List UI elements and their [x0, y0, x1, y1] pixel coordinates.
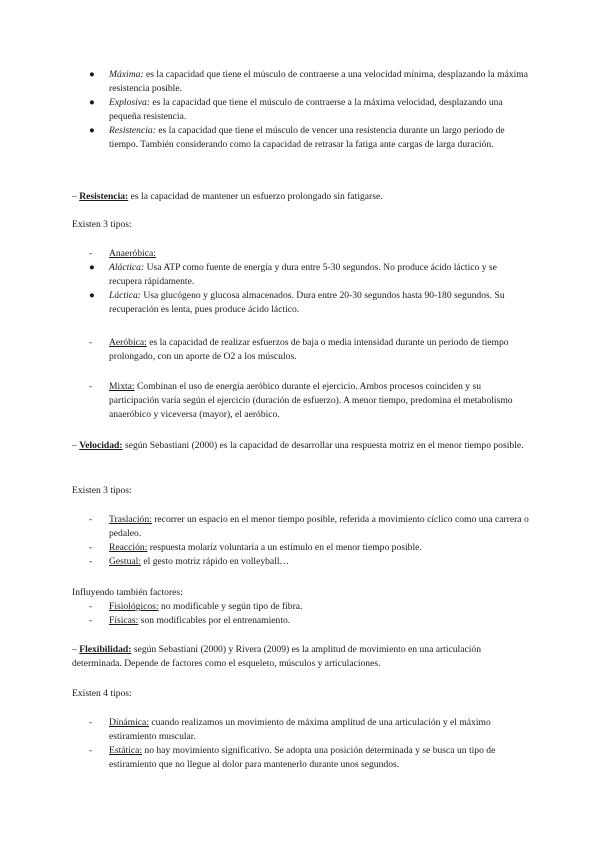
- definition-fisiologicos: no modificable y según tipo de fibra.: [158, 601, 303, 613]
- list-item: [72, 289, 532, 317]
- definition-gestual: el gesto motriz rápido en volleyball…: [140, 556, 290, 568]
- dash-marker: -: [89, 381, 93, 392]
- flexibilidad-types-list: [72, 716, 532, 772]
- term-gestual: Gestual:: [109, 556, 141, 568]
- definition-resistencia-fuerza: es la capacidad que tiene el músculo de vencer una resistencia durante un largo periodo de tiempo. También considerando como la capacidad de retrasar la fatiga ante cargas de larga duración.: [109, 125, 505, 151]
- definition-fisicas: son modificables por el entrenamiento.: [138, 615, 291, 627]
- term-fisiologicos: Fisiológicos:: [109, 601, 159, 613]
- velocidad-factores: [72, 586, 532, 628]
- resistencia-existen: Existen 3 tipos:: [72, 219, 132, 230]
- term-estatica: Estática:: [109, 745, 143, 757]
- bullet-icon: ●: [89, 97, 95, 109]
- dash-marker: -: [89, 745, 93, 757]
- velocidad-definition: según Sebastiani (2000) es la capacidad de desarrollar una respuesta motriz en el menor tiempo posible.: [122, 440, 524, 451]
- dash-prefix: –: [72, 191, 80, 202]
- velocidad-term: Velocidad:: [79, 440, 123, 451]
- flexibilidad-definition: según Sebastiani (2000) y Rivera (2009) es la amplitud de movimiento en una articulación determinada. Depende de factores como el esqueleto, músculos y articulaciones.: [72, 644, 482, 670]
- term-traslacion: Traslación:: [109, 514, 152, 525]
- resistencia-term: Resistencia:: [79, 191, 129, 202]
- definition-alactica: Usa ATP como fuente de energía y dura entre 5-30 segundos. No produce ácido láctico y se recupera rápidamente.: [109, 262, 497, 288]
- dash-marker: -: [89, 717, 93, 728]
- list-item: [72, 716, 532, 744]
- list-item: [72, 336, 532, 364]
- bullet-icon: ●: [89, 262, 95, 274]
- definition-explosiva: es la capacidad que tiene el músculo de contraerse a la máxima velocidad, desplazando una pequeña resistencia.: [109, 97, 503, 123]
- definition-lactica: Usa glucógeno y glucosa almacenados. Dura entre 20-30 segundos hasta 90-180 segundos. Su recuperación es lenta, pues produce ácido láctico.: [109, 290, 505, 316]
- term-dinamica: Dinámica:: [109, 717, 149, 728]
- term-alactica: Aláctica:: [109, 262, 145, 274]
- term-resistencia-fuerza: Resistencia:: [109, 125, 156, 137]
- velocidad-existen: Existen 3 tipos:: [72, 485, 132, 496]
- term-explosiva: Explosiva:: [109, 97, 151, 109]
- term-anaerobica: Anaeróbica:: [109, 248, 156, 259]
- term-fisicas: Físicas:: [109, 615, 139, 627]
- list-item: [72, 124, 532, 152]
- dash-prefix: –: [72, 440, 80, 451]
- list-item: [72, 541, 532, 555]
- bullet-icon: ●: [89, 125, 95, 137]
- resistencia-anaerobica-list: [72, 247, 532, 317]
- list-item: [72, 614, 532, 628]
- dash-marker: -: [89, 542, 93, 554]
- dash-marker: -: [89, 514, 93, 525]
- term-reaccion: Reacción:: [109, 542, 148, 554]
- flexibilidad-heading: [72, 643, 532, 671]
- dash-marker: -: [89, 337, 93, 348]
- velocidad-heading: [72, 439, 532, 453]
- definition-traslacion: recorrer un espacio en el menor tiempo posible, referida a movimiento cíclico como una carrera o pedaleo.: [109, 514, 529, 540]
- definition-reaccion: respuesta molariz voluntaria a un estímulo en el menor tiempo posible.: [147, 542, 422, 554]
- resistencia-aerobica: [72, 336, 532, 364]
- fuerza-types-list: [72, 68, 532, 153]
- list-item: [72, 600, 532, 614]
- definition-estatica: no hay movimiento significativo. Se adopta una posición determinada y se busca un tipo de estiramiento que no llegue al dolor para mantenerlo durante unos segundos.: [109, 745, 496, 771]
- flexibilidad-existen: Existen 4 tipos:: [72, 688, 132, 699]
- list-item: [72, 744, 532, 772]
- term-lactica: Láctica:: [109, 290, 141, 302]
- list-item: [72, 96, 532, 124]
- definition-dinamica: cuando realizamos un movimiento de máxima amplitud de una articulación y el máximo estiramiento muscular.: [109, 717, 491, 743]
- bullet-icon: ●: [89, 290, 95, 302]
- term-mixta: Mixta:: [109, 381, 135, 392]
- resistencia-heading: [72, 190, 532, 204]
- list-item: [72, 261, 532, 289]
- velocidad-types-list: [72, 513, 532, 569]
- list-item: [72, 380, 532, 422]
- bullet-icon: ●: [89, 69, 95, 80]
- definition-aerobica: es la capacidad de realizar esfuerzos de baja o media intensidad durante un periodo de tiempo prolongado, con un aporte de O2 a los músculos.: [109, 337, 509, 363]
- list-item: [72, 68, 532, 96]
- list-item: [72, 555, 532, 569]
- list-item: [72, 247, 532, 261]
- flexibilidad-term: Flexibilidad:: [79, 644, 132, 655]
- term-aerobica: Aeróbica:: [109, 337, 147, 348]
- definition-maxima: es la capacidad que tiene el músculo de contraerse a una velocidad mínima, desplazando la máxima resistencia posible.: [109, 69, 529, 95]
- resistencia-definition: es la capacidad de mantener un esfuerzo prolongado sin fatigarse.: [128, 191, 383, 202]
- dash-marker: -: [89, 615, 93, 627]
- dash-marker: -: [89, 601, 93, 613]
- definition-mixta: Combinan el uso de energía aeróbico durante el ejercicio. Ambos procesos coinciden y su participación varía según el ejercicio (duración de esfuerzo). A menor tiempo, predomina el metabolismo anaeróbico y viceversa (mayor), el aeróbico.: [109, 381, 513, 421]
- list-item: [72, 513, 532, 541]
- dash-marker: -: [89, 248, 93, 259]
- term-maxima: Máxima:: [109, 69, 144, 80]
- influyendo-text: Influyendo también factores:: [72, 587, 183, 598]
- resistencia-mixta: [72, 380, 532, 422]
- dash-prefix: –: [72, 644, 80, 655]
- dash-marker: -: [89, 556, 93, 568]
